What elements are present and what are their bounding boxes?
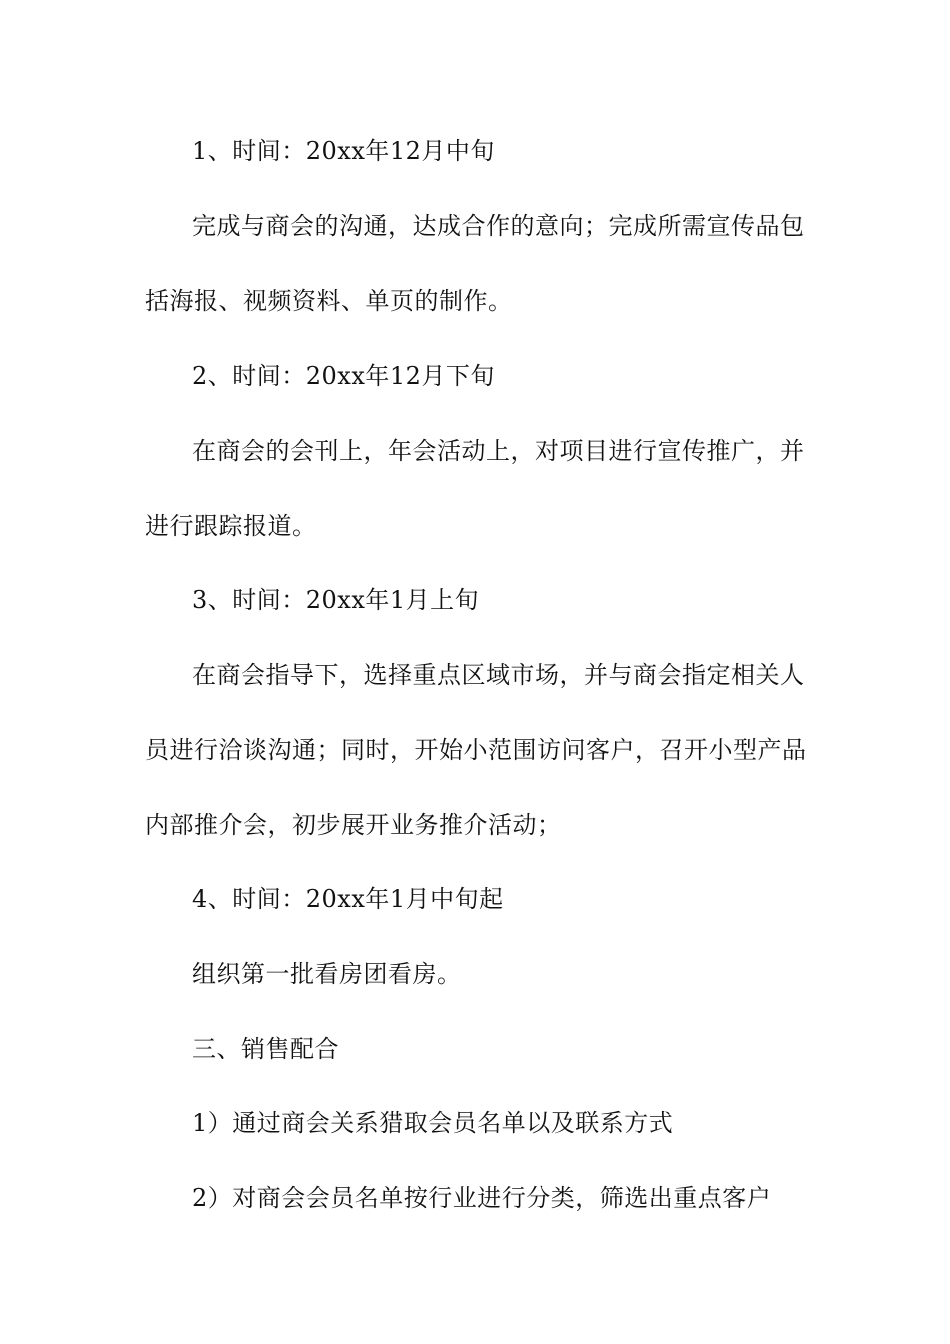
paragraph-line: 组织第一批看房团看房。 (192, 960, 462, 988)
schedule-item-4-heading: 4、时间：20xx年1月中旬起 (192, 885, 504, 913)
section-heading: 三、销售配合 (192, 1035, 339, 1063)
paragraph-line: 括海报、视频资料、单页的制作。 (145, 287, 513, 315)
schedule-item-3-heading: 3、时间：20xx年1月上旬 (192, 586, 480, 614)
list-item: 1）通过商会关系猎取会员名单以及联系方式 (192, 1109, 674, 1137)
paragraph-line: 进行跟踪报道。 (145, 512, 317, 540)
paragraph-line: 在商会指导下，选择重点区域市场，并与商会指定相关人 (192, 661, 805, 689)
schedule-item-1-heading: 1、时间：20xx年12月中旬 (192, 137, 495, 165)
paragraph-line: 完成与商会的沟通，达成合作的意向；完成所需宣传品包 (192, 212, 805, 240)
paragraph-line: 在商会的会刊上，年会活动上，对项目进行宣传推广，并 (192, 437, 805, 465)
list-item: 2）对商会会员名单按行业进行分类，筛选出重点客户 (192, 1184, 772, 1212)
paragraph-line: 员进行洽谈沟通；同时，开始小范围访问客户，召开小型产品 (145, 736, 807, 764)
paragraph-line: 内部推介会，初步展开业务推介活动； (145, 811, 562, 839)
schedule-item-2-heading: 2、时间：20xx年12月下旬 (192, 362, 495, 390)
